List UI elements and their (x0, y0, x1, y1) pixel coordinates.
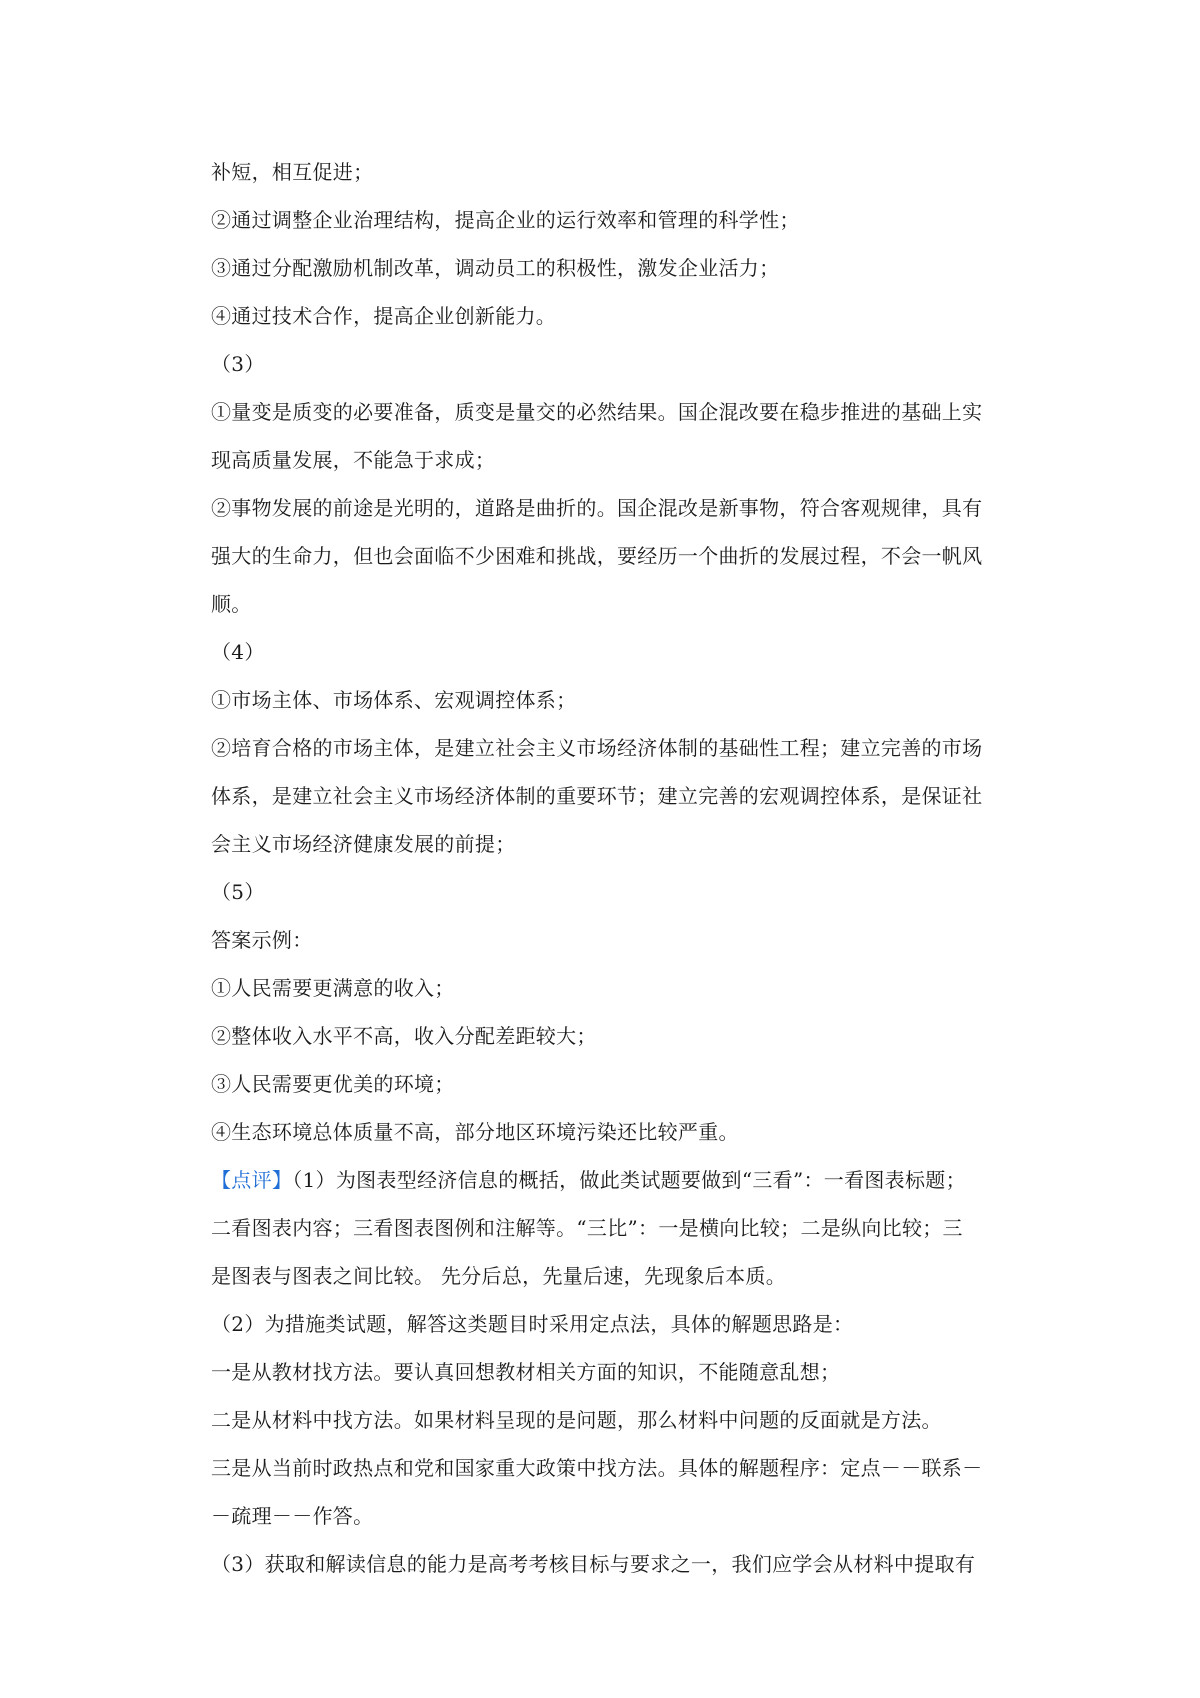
text-line: ④生态环境总体质量不高，部分地区环境污染还比较严重。 (211, 1120, 739, 1144)
comment-line: 二看图表内容；三看图表图例和注解等。“三比”：一是横向比较；二是纵向比较；三 (211, 1216, 963, 1240)
comment-tag: 【点评】 (211, 1168, 293, 1192)
text-line: 强大的生命力，但也会面临不少困难和挑战，要经历一个曲折的发展过程，不会一帆风 (211, 544, 983, 568)
section-number: （4） (211, 640, 265, 664)
text-line: 补短，相互促进； (211, 160, 374, 184)
comment-line: （2）为措施类试题，解答这类题目时采用定点法，具体的解题思路是： (211, 1312, 854, 1336)
text-line: ①市场主体、市场体系、宏观调控体系； (211, 688, 577, 712)
text-line: 答案示例： (211, 928, 313, 952)
comment-line: 三是从当前时政热点和党和国家重大政策中找方法。具体的解题程序：定点－－联系－ (211, 1456, 983, 1480)
text-line: ②培育合格的市场主体，是建立社会主义市场经济体制的基础性工程；建立完善的市场 (211, 736, 983, 760)
comment-line: 二是从材料中找方法。如果材料呈现的是问题，那么材料中问题的反面就是方法。 (211, 1408, 942, 1432)
section-number: （3） (211, 352, 265, 376)
text-line: 现高质量发展，不能急于求成； (211, 448, 496, 472)
comment-line: －疏理－－作答。 (211, 1504, 374, 1528)
comment-first-text: （1）为图表型经济信息的概括，做此类试题要做到“三看”：一看图表标题； (292, 1168, 966, 1192)
comment-line: 一是从教材找方法。要认真回想教材相关方面的知识，不能随意乱想； (211, 1360, 841, 1384)
text-line: ②事物发展的前途是光明的，道路是曲折的。国企混改是新事物，符合客观规律，具有 (211, 496, 983, 520)
text-line: 体系，是建立社会主义市场经济体制的重要环节；建立完善的宏观调控体系，是保证社 (211, 784, 983, 808)
text-line: 会主义市场经济健康发展的前提； (211, 832, 516, 856)
text-line: ④通过技术合作，提高企业创新能力。 (211, 304, 557, 328)
text-line: ③通过分配激励机制改革，调动员工的积极性，激发企业活力； (211, 256, 780, 280)
text-line: ①量变是质变的必要准备，质变是量交的必然结果。国企混改要在稳步推进的基础上实 (211, 400, 983, 424)
section-number: （5） (211, 880, 265, 904)
text-line: 顺。 (211, 592, 252, 616)
text-line: ②整体收入水平不高，收入分配差距较大； (211, 1024, 597, 1048)
comment-line: 是图表与图表之间比较。 先分后总，先量后速，先现象后本质。 (211, 1264, 787, 1288)
text-line: ①人民需要更满意的收入； (211, 976, 455, 1000)
comment-first-line (211, 1156, 1031, 1204)
text-line: ③人民需要更优美的环境； (211, 1072, 455, 1096)
answer-content (211, 148, 1031, 1588)
comment-line: （3）获取和解读信息的能力是高考考核目标与要求之一，我们应学会从材料中提取有 (211, 1552, 976, 1576)
text-line: ②通过调整企业治理结构，提高企业的运行效率和管理的科学性； (211, 208, 800, 232)
